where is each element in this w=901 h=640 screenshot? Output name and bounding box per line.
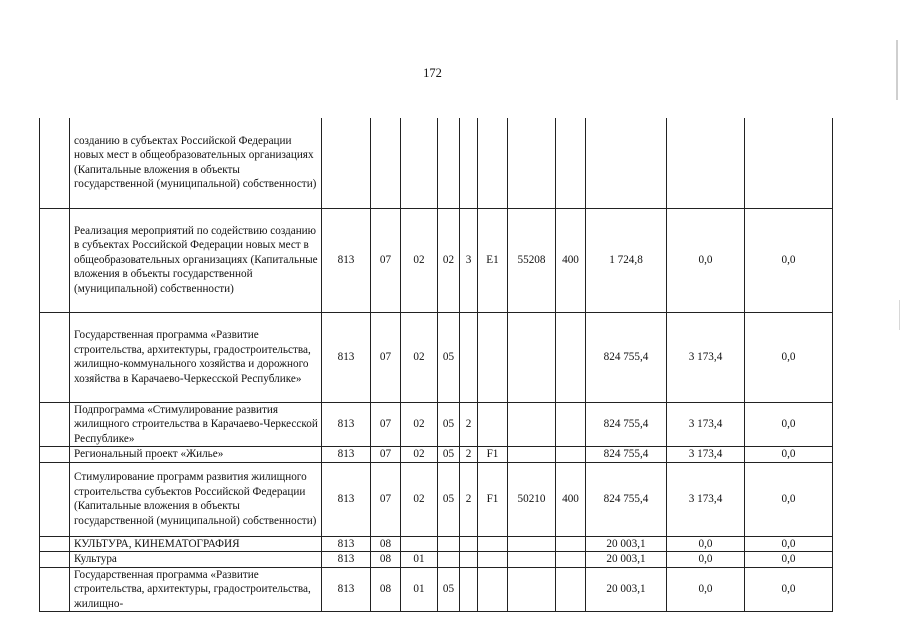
cell-vr (556, 312, 586, 402)
cell-sub (460, 118, 478, 208)
row-index-cell (40, 208, 70, 312)
cell-name: Культура (70, 552, 322, 568)
cell-ved: 813 (322, 536, 371, 552)
cell-sum2: 3 173,4 (667, 462, 745, 536)
cell-rz: 07 (371, 402, 401, 447)
row-index-cell (40, 402, 70, 447)
cell-sum3: 0,0 (745, 447, 833, 463)
cell-prog: 05 (438, 312, 460, 402)
cell-sub (460, 552, 478, 568)
cell-sum1: 1 724,8 (586, 208, 667, 312)
cell-vr (556, 118, 586, 208)
cell-sum1: 824 755,4 (586, 402, 667, 447)
cell-rz: 07 (371, 447, 401, 463)
cell-ved (322, 118, 371, 208)
cell-sub: 2 (460, 447, 478, 463)
cell-dir: 50210 (508, 462, 556, 536)
cell-ved: 813 (322, 447, 371, 463)
cell-pr (401, 118, 438, 208)
cell-dir (508, 402, 556, 447)
row-index-cell (40, 567, 70, 612)
cell-pr: 02 (401, 462, 438, 536)
cell-sum2: 0,0 (667, 552, 745, 568)
cell-sum2: 0,0 (667, 536, 745, 552)
row-index-cell (40, 462, 70, 536)
cell-name: Региональный проект «Жилье» (70, 447, 322, 463)
cell-pr: 02 (401, 208, 438, 312)
cell-ved: 813 (322, 567, 371, 612)
cell-sum3: 0,0 (745, 536, 833, 552)
cell-dir (508, 567, 556, 612)
cell-rz: 07 (371, 462, 401, 536)
cell-rz: 08 (371, 536, 401, 552)
cell-pr: 01 (401, 552, 438, 568)
cell-dir (508, 312, 556, 402)
cell-proj: E1 (478, 208, 508, 312)
cell-sum2: 3 173,4 (667, 402, 745, 447)
cell-proj: F1 (478, 462, 508, 536)
table-row (40, 208, 833, 312)
cell-sum1: 20 003,1 (586, 552, 667, 568)
cell-pr: 02 (401, 312, 438, 402)
cell-sum1: 824 755,4 (586, 312, 667, 402)
table-row (40, 118, 833, 208)
cell-sum2 (667, 118, 745, 208)
scan-edge-mark (899, 300, 900, 330)
cell-dir: 55208 (508, 208, 556, 312)
cell-proj (478, 402, 508, 447)
cell-vr (556, 447, 586, 463)
cell-sum3: 0,0 (745, 402, 833, 447)
cell-sum2: 3 173,4 (667, 312, 745, 402)
cell-ved: 813 (322, 462, 371, 536)
cell-sum3: 0,0 (745, 462, 833, 536)
cell-sub: 2 (460, 462, 478, 536)
cell-proj: F1 (478, 447, 508, 463)
cell-rz: 07 (371, 312, 401, 402)
cell-prog: 05 (438, 567, 460, 612)
row-index-cell (40, 536, 70, 552)
cell-name: Государственная программа «Развитие строительства, архитектуры, градостроительства, жилищно-коммунального хозяйства и дорожного хозяйства в Карачаево-Черкесской Республике» (70, 312, 322, 402)
cell-pr: 02 (401, 447, 438, 463)
cell-dir (508, 447, 556, 463)
table-row (40, 536, 833, 552)
cell-prog (438, 118, 460, 208)
row-index-cell (40, 447, 70, 463)
cell-proj (478, 312, 508, 402)
cell-prog: 05 (438, 462, 460, 536)
cell-sum1: 20 003,1 (586, 567, 667, 612)
cell-proj (478, 567, 508, 612)
table-row (40, 402, 833, 447)
cell-sum2: 0,0 (667, 567, 745, 612)
cell-ved: 813 (322, 552, 371, 568)
cell-dir (508, 536, 556, 552)
cell-sum1 (586, 118, 667, 208)
cell-sub (460, 312, 478, 402)
cell-sum3: 0,0 (745, 552, 833, 568)
row-index-cell (40, 118, 70, 208)
cell-sum3: 0,0 (745, 208, 833, 312)
table-row (40, 552, 833, 568)
row-index-cell (40, 552, 70, 568)
cell-rz: 08 (371, 567, 401, 612)
cell-name: Подпрограмма «Стимулирование развития жилищного строительства в Карачаево-Черкесской Республике» (70, 402, 322, 447)
cell-prog (438, 552, 460, 568)
row-index-cell (40, 312, 70, 402)
cell-name: созданию в субъектах Российской Федерации новых мест в общеобразовательных организациях (Капитальные вложения в объекты государственной (муниципальной) собственности) (70, 118, 322, 208)
cell-sub (460, 536, 478, 552)
table-body (40, 118, 833, 612)
cell-pr: 01 (401, 567, 438, 612)
cell-sub (460, 567, 478, 612)
cell-sub: 2 (460, 402, 478, 447)
cell-dir (508, 552, 556, 568)
cell-ved: 813 (322, 312, 371, 402)
cell-vr (556, 552, 586, 568)
cell-prog: 02 (438, 208, 460, 312)
cell-proj (478, 552, 508, 568)
cell-ved: 813 (322, 208, 371, 312)
table-row (40, 312, 833, 402)
cell-pr (401, 536, 438, 552)
cell-sum3 (745, 118, 833, 208)
cell-prog: 05 (438, 402, 460, 447)
scan-edge-mark (896, 40, 898, 100)
cell-pr: 02 (401, 402, 438, 447)
cell-dir (508, 118, 556, 208)
cell-sum2: 3 173,4 (667, 447, 745, 463)
cell-name: Стимулирование программ развития жилищного строительства субъектов Российской Федерации (Капитальные вложения в объекты государственной (муниципальной) собственности) (70, 462, 322, 536)
table-row (40, 447, 833, 463)
cell-rz (371, 118, 401, 208)
cell-sub: 3 (460, 208, 478, 312)
cell-rz: 08 (371, 552, 401, 568)
cell-ved: 813 (322, 402, 371, 447)
cell-name: Реализация мероприятий по содействию созданию в субъектах Российской Федерации новых мест в общеобразовательных организациях (Капитальные вложения в объекты государственной (муниципальной) собственности) (70, 208, 322, 312)
cell-proj (478, 536, 508, 552)
cell-prog (438, 536, 460, 552)
cell-prog: 05 (438, 447, 460, 463)
cell-name: КУЛЬТУРА, КИНЕМАТОГРАФИЯ (70, 536, 322, 552)
cell-proj (478, 118, 508, 208)
budget-table (39, 118, 833, 612)
cell-sum3: 0,0 (745, 312, 833, 402)
cell-sum1: 824 755,4 (586, 447, 667, 463)
cell-sum1: 20 003,1 (586, 536, 667, 552)
cell-sum1: 824 755,4 (586, 462, 667, 536)
cell-sum2: 0,0 (667, 208, 745, 312)
cell-vr: 400 (556, 208, 586, 312)
cell-vr (556, 536, 586, 552)
cell-vr (556, 567, 586, 612)
page-number: 172 (423, 66, 442, 80)
table-row (40, 462, 833, 536)
table-row (40, 567, 833, 612)
cell-sum3: 0,0 (745, 567, 833, 612)
cell-vr (556, 402, 586, 447)
cell-name: Государственная программа «Развитие строительства, архитектуры, градостроительства, жилищно- (70, 567, 322, 612)
cell-vr: 400 (556, 462, 586, 536)
cell-rz: 07 (371, 208, 401, 312)
